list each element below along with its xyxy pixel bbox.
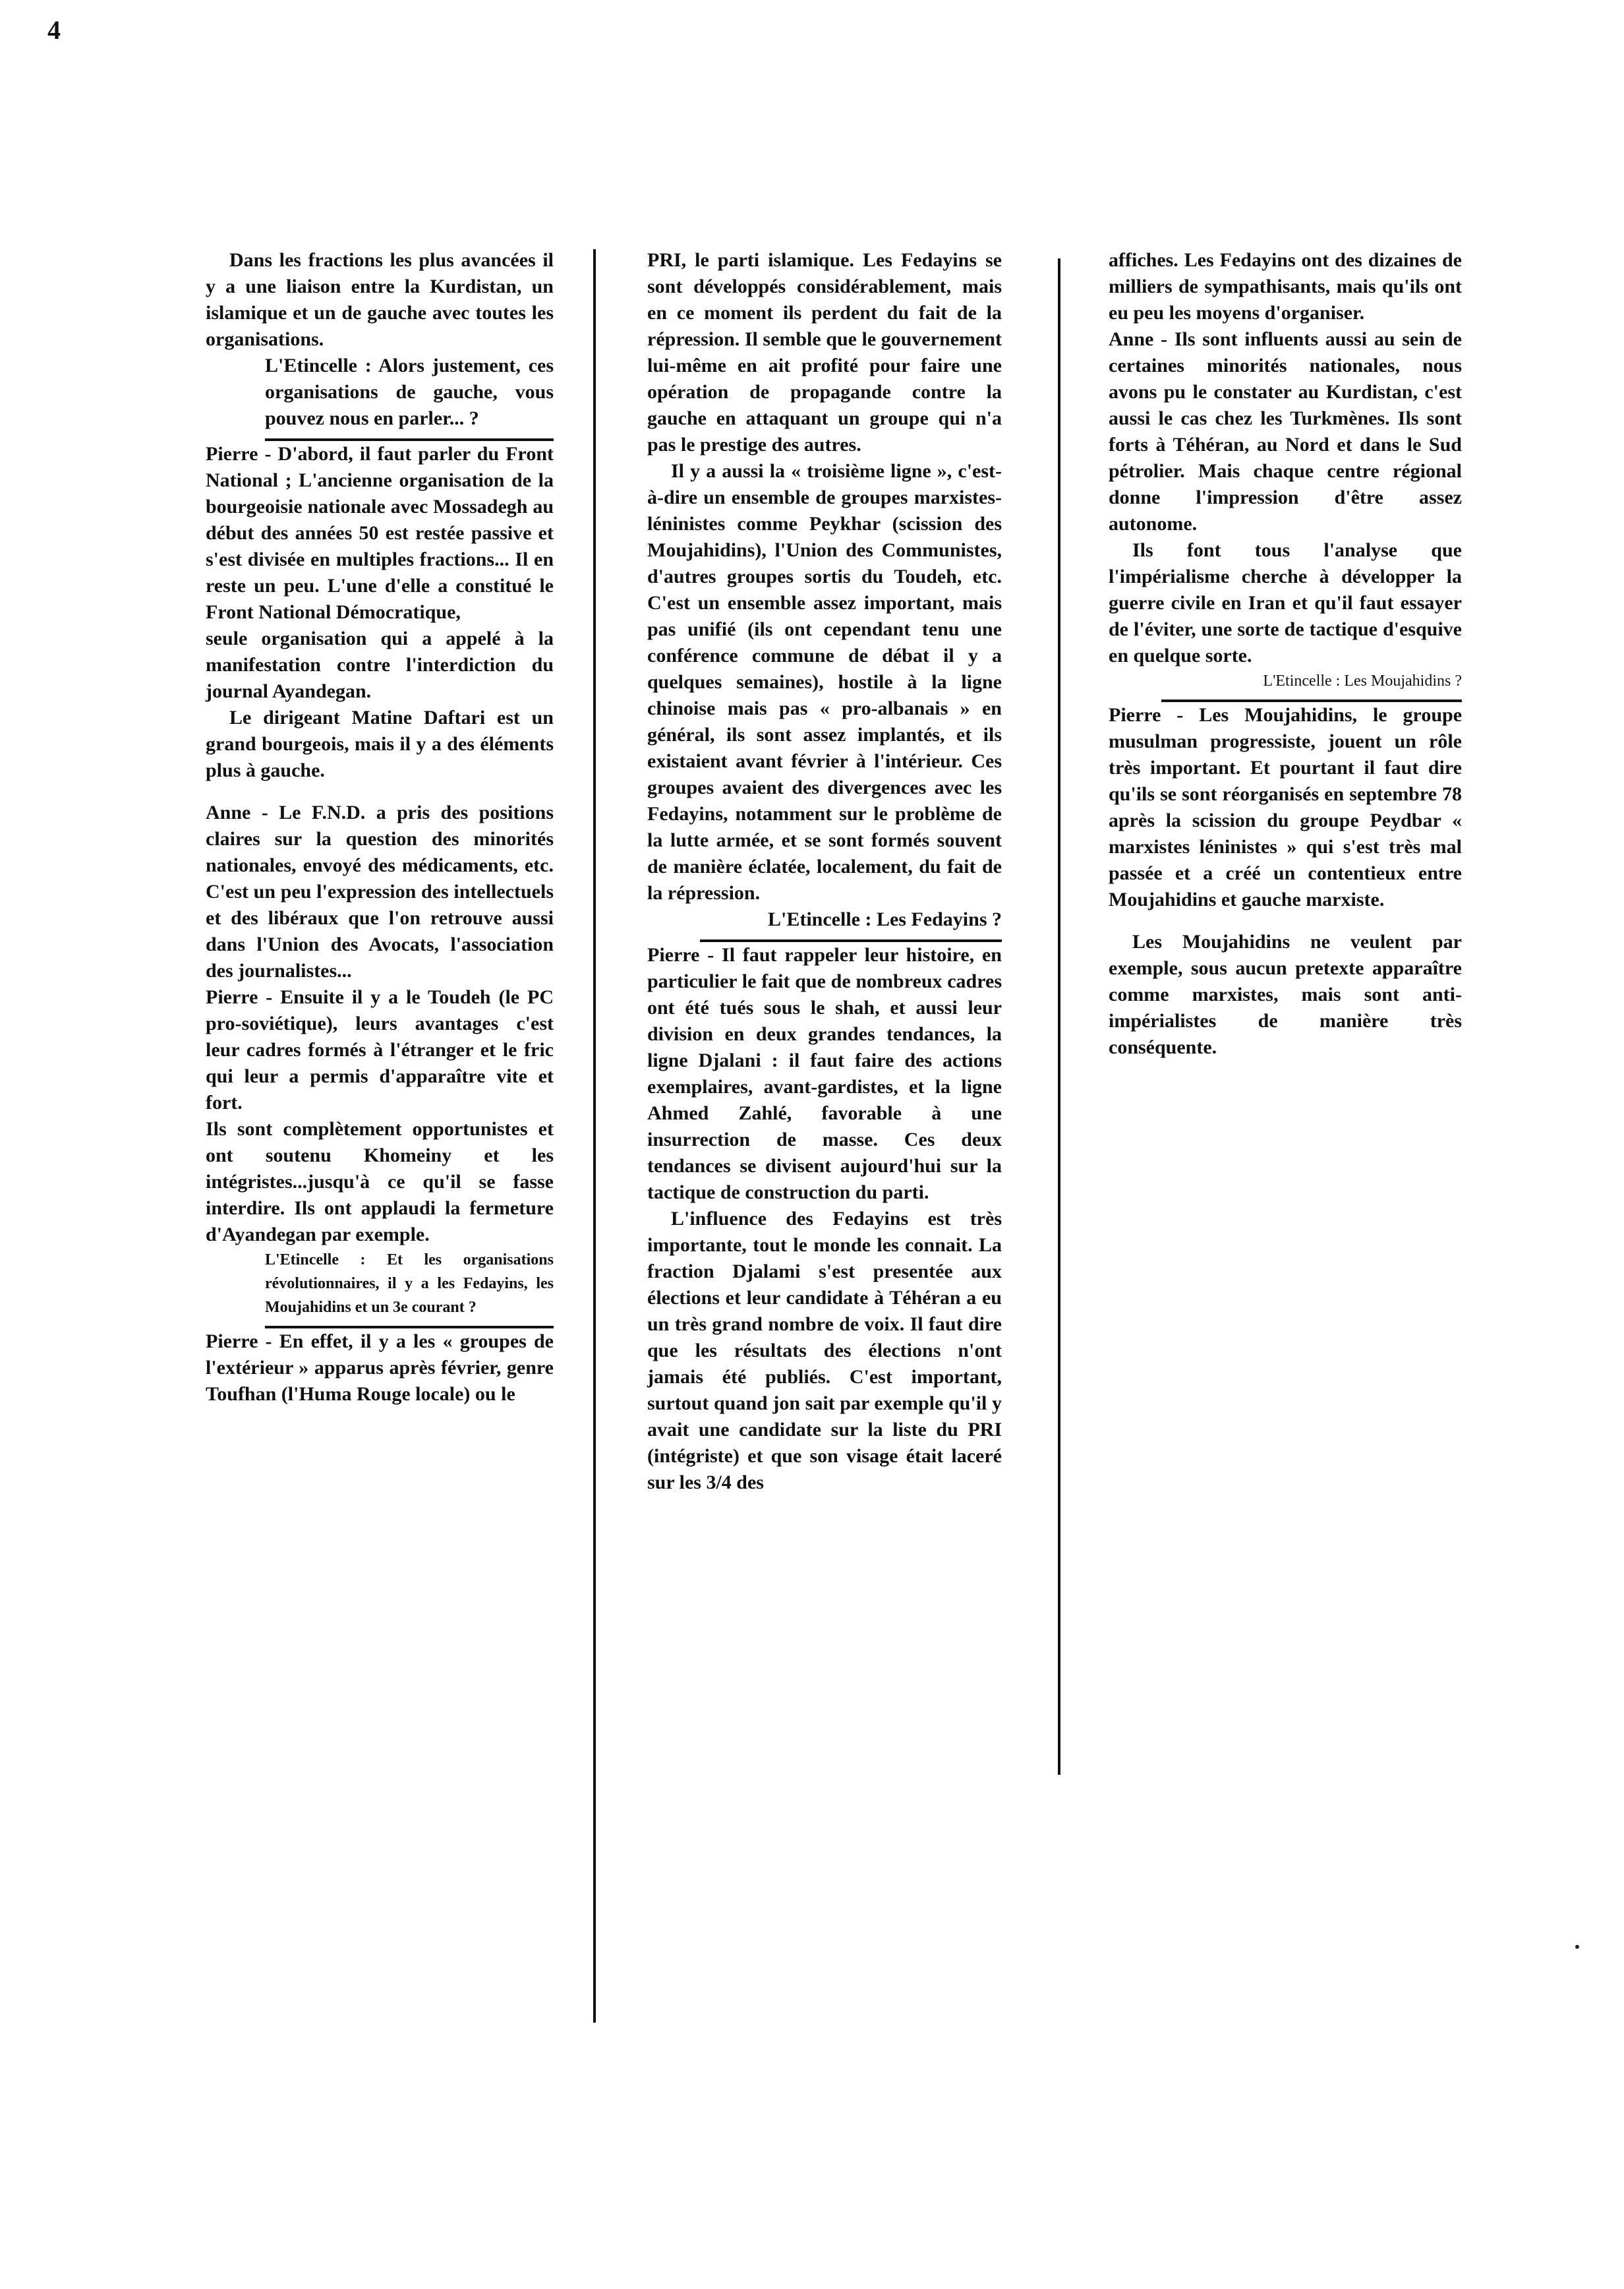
column-2 xyxy=(647,247,1002,1496)
article-paragraph xyxy=(206,984,554,1116)
question-text: L'Etincelle : Alors justement, ces organisations de gauche, vous pouvez nous en parler... ? xyxy=(265,355,554,429)
column-3 xyxy=(1109,247,1462,1061)
paragraph-text: affiches. Les Fedayins ont des dizaines de milliers de sympathisants, mais qu'ils ont eu peu les moyens d'organiser. xyxy=(1109,249,1462,324)
column-rule-2 xyxy=(1058,258,1060,1775)
ink-speck xyxy=(1575,1945,1579,1949)
article-paragraph xyxy=(1109,326,1462,537)
paragraph-text: En effet, il y a les « groupes de l'extérieur » apparus après février, genre Toufhan (l'Huma Rouge locale) ou le xyxy=(206,1330,554,1405)
page-number: 4 xyxy=(47,15,61,45)
speaker-name: Pierre - xyxy=(206,443,278,465)
paragraph-text: L'influence des Fedayins est très importante, tout le monde les connait. La fraction Djalami s'est presentée aux élections et leur candidate à Téhéran a eu un très grand nombre de voix. Il faut dire que les résultats des élections n'ont jamais été publiés. C'est important, surtout quand jon sait par exemple qu'il y avait une candidate sur la liste du PRI (intégriste) et que son visage était laceré sur les 3/4 des xyxy=(647,1208,1002,1493)
article-paragraph xyxy=(206,1328,554,1408)
article-paragraph xyxy=(1109,702,1462,913)
interviewer-question xyxy=(265,1248,554,1328)
paragraph-text: D'abord, il faut parler du Front National ; L'ancienne organisation de la bourgeoisie nationale avec Mossadegh au début des années 50 est restée passive et s'est divisée en multiples fractions... Il en reste un peu. L'une d'elle a constitué le Front National Démocratique, xyxy=(206,443,554,623)
article-paragraph xyxy=(206,441,554,626)
question-text: L'Etincelle : Les Fedayins ? xyxy=(768,908,1002,930)
column-rule-1 xyxy=(593,249,596,2023)
paragraph-text: Les Moujahidins, le groupe musulman progressiste, jouent un rôle très important. Et pourtant il faut dire qu'ils se sont réorganisés en septembre 78 après la scission du groupe Peydbar « marxistes léninistes » qui s'est très mal passée et a créé un contentieux entre Moujahidins et gauche marxiste. xyxy=(1109,704,1463,910)
article-paragraph xyxy=(206,800,554,984)
article-paragraph xyxy=(206,705,554,784)
paragraph-text: Ils sont complètement opportunistes et ont soutenu Khomeiny et les intégristes...jusqu'à ce qu'il se fasse interdire. Ils ont applaudi la fermeture d'Ayandegan par exemple. xyxy=(206,1118,554,1245)
interviewer-question xyxy=(265,353,554,441)
column-1 xyxy=(206,247,554,1408)
article-paragraph xyxy=(647,247,1002,458)
article-paragraph xyxy=(206,626,554,705)
paragraph-text: Ils sont influents aussi au sein de certaines minorités nationales, nous avons pu le constater au Kurdistan, c'est aussi le cas chez les Turkmènes. Ils sont forts à Téhéran, au Nord et dans le Sud pétrolier. Mais chaque centre régional donne l'impression d'être assez autonome. xyxy=(1109,328,1462,535)
paragraph-text: PRI, le parti islamique. Les Fedayins se sont développés considérablement, mais en ce moment ils perdent du fait de la répression. Il semble que le gouvernement lui-même en ait profité pour faire une opération de propagande contre la gauche en attaquant un groupe qui n'a pas le prestige des autres. xyxy=(647,249,1002,456)
article-paragraph xyxy=(1109,247,1462,326)
article-paragraph xyxy=(647,1206,1002,1496)
speaker-name: Pierre - xyxy=(206,986,281,1008)
article-paragraph xyxy=(1109,929,1462,1061)
speaker-name: Pierre - xyxy=(1109,704,1200,726)
article-paragraph xyxy=(206,247,554,353)
article-paragraph xyxy=(647,458,1002,907)
question-text: L'Etincelle : Et les organisations révolutionnaires, il y a les Fedayins, les Moujahidins et un 3e courant ? xyxy=(265,1251,554,1316)
question-text: L'Etincelle : Les Moujahidins ? xyxy=(1263,672,1462,690)
paragraph-text: Le F.N.D. a pris des positions claires sur la question des minorités nationales, envoyé des médicaments, etc. C'est un peu l'expression des intellectuels et des libéraux que l'on retrouve aussi dans l'Union des Avocats, l'association des journalistes... xyxy=(206,802,554,982)
article-paragraph xyxy=(206,1116,554,1248)
paragraph-text: Les Moujahidins ne veulent par exemple, sous aucun pretexte apparaître comme marxistes, mais sont anti-impérialistes de manière très conséquente. xyxy=(1109,931,1462,1058)
speaker-name: Pierre - xyxy=(206,1330,279,1352)
interviewer-question xyxy=(1161,669,1462,702)
paragraph-text: Il y a aussi la « troisième ligne », c'est-à-dire un ensemble de groupes marxistes-léninistes comme Peykhar (scission des Moujahidins), l'Union des Communistes, d'autres groupes sortis du Toudeh, etc. C'est un ensemble assez important, mais pas unifié (ils ont cependant tenu une conférence commune de débat il y a quelques semaines), hostile à la ligne chinoise mais pas « pro-albanais » en général, ils sont assez implantés, et ils existaient avant février à l'intérieur. Ces groupes avaient des divergences avec les Fedayins, notamment sur le problème de la lutte armée, et se sont formés souvent de manière éclatée, localement, du fait de la répression. xyxy=(647,460,1002,904)
paragraph-text: Dans les fractions les plus avancées il y a une liaison entre la Kurdistan, un islamique et un de gauche avec toutes les organisations. xyxy=(206,249,554,350)
paragraph-text: Ensuite il y a le Toudeh (le PC pro-soviétique), leurs avantages c'est leur cadres formés à l'étranger et le fric qui leur a permis d'apparaître vite et fort. xyxy=(206,986,554,1114)
paragraph-text: Le dirigeant Matine Daftari est un grand bourgeois, mais il y a des éléments plus à gauche. xyxy=(206,707,554,781)
article-paragraph xyxy=(647,942,1002,1206)
paragraph-text: Il faut rappeler leur histoire, en particulier le fait que de nombreux cadres ont été tués sous le shah, et aussi leur division en deux grandes tendances, la ligne Djalani : il faut faire des actions exemplaires, avant-gardistes, et la ligne Ahmed Zahlé, favorable à une insurrection de masse. Ces deux tendances se divisent aujourd'hui sur la tactique de construction du parti. xyxy=(647,944,1002,1203)
speaker-name: Anne - xyxy=(206,802,279,823)
speaker-name: Pierre - xyxy=(647,944,722,966)
article-paragraph xyxy=(1109,537,1462,669)
speaker-name: Anne - xyxy=(1109,328,1174,350)
paragraph-text: seule organisation qui a appelé à la manifestation contre l'interdiction du journal Ayandegan. xyxy=(206,628,554,702)
interviewer-question xyxy=(700,907,1002,942)
paragraph-text: Ils font tous l'analyse que l'impérialisme cherche à développer la guerre civile en Iran et qu'il faut essayer de l'éviter, une sorte de tactique d'esquive en quelque sorte. xyxy=(1109,539,1462,667)
